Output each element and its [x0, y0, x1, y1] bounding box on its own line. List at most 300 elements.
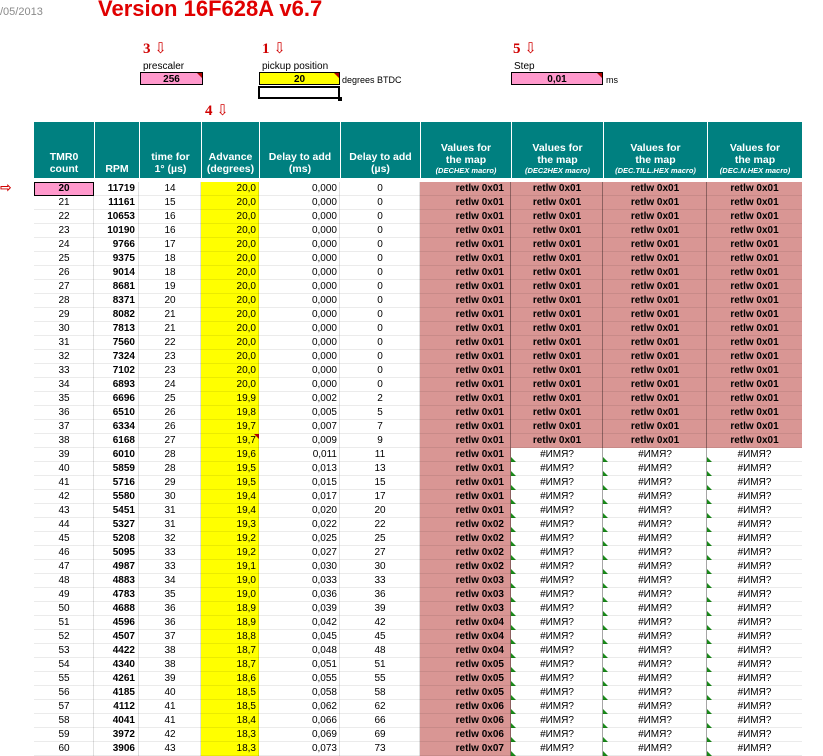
cell-map-decnhex[interactable]: #ИМЯ?	[737, 519, 772, 530]
cell-delay-ms[interactable]: 0,000	[311, 197, 337, 208]
pickup-input[interactable]	[259, 72, 340, 85]
cell-delay-us[interactable]: 51	[374, 659, 386, 670]
cell-time-per-degree[interactable]: 29	[164, 477, 176, 488]
cell-advance[interactable]: 18,9	[201, 616, 259, 630]
cell-delay-us[interactable]: 0	[377, 197, 383, 208]
cell-map-decnhex[interactable]: retlw 0x01	[707, 434, 802, 448]
cell-tmr0-count[interactable]: 54	[58, 659, 70, 670]
selected-cell[interactable]	[258, 86, 340, 99]
cell-map-dectillhex[interactable]: #ИМЯ?	[638, 519, 672, 530]
cell-time-per-degree[interactable]: 16	[164, 211, 176, 222]
cell-time-per-degree[interactable]: 16	[164, 225, 176, 236]
cell-map-dectillhex[interactable]: #ИМЯ?	[638, 449, 672, 460]
cell-map-dechex[interactable]: retlw 0x01	[420, 252, 511, 266]
cell-rpm[interactable]: 7102	[112, 365, 135, 376]
cell-map-dectillhex[interactable]: retlw 0x01	[603, 406, 707, 420]
cell-map-dectillhex[interactable]: #ИМЯ?	[638, 645, 672, 656]
cell-map-dec2hex[interactable]: #ИМЯ?	[540, 533, 574, 544]
cell-delay-ms[interactable]: 0,048	[311, 645, 337, 656]
cell-map-dechex[interactable]: retlw 0x02	[420, 546, 511, 560]
cell-delay-us[interactable]: 0	[377, 351, 383, 362]
cell-rpm[interactable]: 5716	[112, 477, 135, 488]
cell-delay-ms[interactable]: 0,062	[311, 701, 337, 712]
cell-advance[interactable]: 20,0	[201, 308, 259, 322]
cell-map-dec2hex[interactable]: #ИМЯ?	[540, 477, 574, 488]
cell-rpm[interactable]: 4112	[113, 701, 135, 712]
cell-map-dec2hex[interactable]: retlw 0x01	[511, 252, 603, 266]
cell-advance[interactable]: 19,4	[201, 504, 259, 518]
cell-tmr0-count[interactable]: 45	[58, 533, 70, 544]
cell-map-dectillhex[interactable]: retlw 0x01	[603, 378, 707, 392]
cell-map-dechex[interactable]: retlw 0x01	[420, 308, 511, 322]
cell-time-per-degree[interactable]: 41	[164, 715, 176, 726]
cell-map-dectillhex[interactable]: retlw 0x01	[603, 196, 707, 210]
cell-map-decnhex[interactable]: #ИМЯ?	[737, 561, 772, 572]
cell-delay-ms[interactable]: 0,000	[311, 239, 337, 250]
cell-tmr0-count[interactable]: 53	[58, 645, 70, 656]
cell-map-dec2hex[interactable]: #ИМЯ?	[540, 729, 574, 740]
cell-advance[interactable]: 19,9	[201, 392, 259, 406]
cell-map-dec2hex[interactable]: #ИМЯ?	[540, 505, 574, 516]
cell-delay-us[interactable]: 0	[377, 309, 383, 320]
cell-map-dechex[interactable]: retlw 0x03	[420, 574, 511, 588]
cell-delay-ms[interactable]: 0,051	[311, 659, 337, 670]
cell-advance[interactable]: 20,0	[201, 378, 259, 392]
cell-rpm[interactable]: 4041	[112, 715, 135, 726]
cell-delay-us[interactable]: 33	[374, 575, 386, 586]
cell-delay-us[interactable]: 0	[377, 379, 383, 390]
cell-time-per-degree[interactable]: 21	[164, 309, 176, 320]
cell-time-per-degree[interactable]: 35	[164, 589, 176, 600]
cell-delay-ms[interactable]: 0,000	[311, 211, 337, 222]
cell-tmr0-count[interactable]: 48	[58, 575, 70, 586]
cell-map-decnhex[interactable]: retlw 0x01	[707, 336, 802, 350]
cell-tmr0-count[interactable]: 22	[58, 211, 70, 222]
cell-rpm[interactable]: 8082	[112, 309, 135, 320]
cell-map-dechex[interactable]: retlw 0x01	[420, 420, 511, 434]
cell-map-dechex[interactable]: retlw 0x03	[420, 602, 511, 616]
cell-delay-ms[interactable]: 0,000	[311, 309, 337, 320]
cell-map-dec2hex[interactable]: #ИМЯ?	[540, 645, 574, 656]
cell-delay-us[interactable]: 30	[374, 561, 386, 572]
cell-time-per-degree[interactable]: 36	[164, 603, 176, 614]
cell-map-decnhex[interactable]: #ИМЯ?	[737, 673, 772, 684]
cell-map-dec2hex[interactable]: #ИМЯ?	[540, 589, 574, 600]
cell-time-per-degree[interactable]: 17	[164, 239, 176, 250]
cell-map-decnhex[interactable]: retlw 0x01	[707, 196, 802, 210]
cell-map-dec2hex[interactable]: #ИМЯ?	[540, 547, 574, 558]
cell-map-dechex[interactable]: retlw 0x01	[420, 224, 511, 238]
cell-tmr0-count[interactable]: 41	[58, 477, 70, 488]
cell-advance[interactable]: 18,8	[201, 630, 259, 644]
cell-delay-us[interactable]: 0	[377, 365, 383, 376]
cell-delay-us[interactable]: 25	[374, 533, 386, 544]
cell-map-dechex[interactable]: retlw 0x01	[420, 336, 511, 350]
cell-map-dechex[interactable]: retlw 0x02	[420, 518, 511, 532]
cell-map-dec2hex[interactable]: retlw 0x01	[511, 308, 603, 322]
cell-tmr0-count[interactable]: 35	[58, 393, 70, 404]
cell-tmr0-count[interactable]: 39	[58, 449, 70, 460]
cell-delay-ms[interactable]: 0,009	[311, 435, 337, 446]
cell-delay-us[interactable]: 20	[374, 505, 386, 516]
cell-time-per-degree[interactable]: 36	[164, 617, 176, 628]
cell-rpm[interactable]: 4340	[112, 659, 135, 670]
cell-advance[interactable]: 20,0	[201, 322, 259, 336]
cell-delay-ms[interactable]: 0,000	[311, 351, 337, 362]
cell-rpm[interactable]: 4688	[112, 603, 135, 614]
cell-map-dec2hex[interactable]: retlw 0x01	[511, 266, 603, 280]
cell-time-per-degree[interactable]: 32	[164, 533, 176, 544]
cell-map-dechex[interactable]: retlw 0x04	[420, 644, 511, 658]
cell-delay-ms[interactable]: 0,002	[311, 393, 337, 404]
cell-advance[interactable]: 18,3	[201, 742, 259, 756]
cell-tmr0-count[interactable]: 36	[58, 407, 70, 418]
cell-advance[interactable]: 20,0	[201, 266, 259, 280]
cell-map-dec2hex[interactable]: #ИМЯ?	[540, 603, 574, 614]
cell-rpm[interactable]: 4596	[112, 617, 135, 628]
cell-time-per-degree[interactable]: 14	[164, 183, 176, 194]
cell-delay-ms[interactable]: 0,000	[311, 337, 337, 348]
cell-rpm[interactable]: 7324	[112, 351, 135, 362]
cell-rpm[interactable]: 3972	[112, 729, 135, 740]
cell-map-dectillhex[interactable]: #ИМЯ?	[638, 729, 672, 740]
cell-map-dechex[interactable]: retlw 0x06	[420, 714, 511, 728]
cell-delay-us[interactable]: 48	[374, 645, 386, 656]
cell-map-decnhex[interactable]: #ИМЯ?	[737, 449, 772, 460]
cell-map-dec2hex[interactable]: #ИМЯ?	[540, 617, 574, 628]
cell-delay-us[interactable]: 11	[374, 449, 386, 460]
cell-map-dectillhex[interactable]: retlw 0x01	[603, 420, 707, 434]
cell-map-dec2hex[interactable]: retlw 0x01	[511, 196, 603, 210]
cell-time-per-degree[interactable]: 39	[164, 673, 176, 684]
cell-delay-ms[interactable]: 0,013	[311, 463, 337, 474]
cell-time-per-degree[interactable]: 34	[164, 575, 176, 586]
cell-map-dectillhex[interactable]: #ИМЯ?	[638, 533, 672, 544]
cell-time-per-degree[interactable]: 28	[164, 449, 176, 460]
cell-map-decnhex[interactable]: retlw 0x01	[707, 420, 802, 434]
cell-map-dectillhex[interactable]: retlw 0x01	[603, 336, 707, 350]
cell-map-dectillhex[interactable]: retlw 0x01	[603, 210, 707, 224]
cell-time-per-degree[interactable]: 25	[164, 393, 176, 404]
cell-advance[interactable]: 18,5	[201, 686, 259, 700]
cell-map-dechex[interactable]: retlw 0x01	[420, 196, 511, 210]
cell-rpm[interactable]: 9375	[112, 253, 135, 264]
cell-delay-ms[interactable]: 0,000	[311, 225, 337, 236]
cell-map-dec2hex[interactable]: retlw 0x01	[511, 224, 603, 238]
cell-map-dectillhex[interactable]: #ИМЯ?	[638, 463, 672, 474]
cell-map-decnhex[interactable]: retlw 0x01	[707, 308, 802, 322]
cell-map-dectillhex[interactable]: retlw 0x01	[603, 266, 707, 280]
cell-time-per-degree[interactable]: 18	[164, 253, 176, 264]
cell-map-decnhex[interactable]: retlw 0x01	[707, 252, 802, 266]
cell-delay-us[interactable]: 0	[377, 239, 383, 250]
cell-delay-ms[interactable]: 0,030	[311, 561, 337, 572]
cell-time-per-degree[interactable]: 18	[164, 267, 176, 278]
cell-advance[interactable]: 18,7	[201, 644, 259, 658]
cell-advance[interactable]: 20,0	[201, 182, 259, 196]
cell-rpm[interactable]: 11161	[108, 197, 135, 208]
cell-map-decnhex[interactable]: #ИМЯ?	[737, 631, 772, 642]
cell-map-dechex[interactable]: retlw 0x02	[420, 560, 511, 574]
cell-map-decnhex[interactable]: retlw 0x01	[707, 266, 802, 280]
cell-advance[interactable]: 19,7	[201, 434, 259, 448]
cell-advance[interactable]: 19,0	[201, 574, 259, 588]
cell-map-dec2hex[interactable]: retlw 0x01	[511, 364, 603, 378]
cell-time-per-degree[interactable]: 41	[164, 701, 176, 712]
cell-rpm[interactable]: 5580	[112, 491, 135, 502]
cell-map-decnhex[interactable]: #ИМЯ?	[737, 477, 772, 488]
step-input[interactable]	[511, 72, 603, 85]
cell-tmr0-count[interactable]: 44	[58, 519, 70, 530]
cell-delay-us[interactable]: 39	[374, 603, 386, 614]
cell-map-dechex[interactable]: retlw 0x01	[420, 462, 511, 476]
cell-map-dectillhex[interactable]: retlw 0x01	[603, 350, 707, 364]
cell-map-dechex[interactable]: retlw 0x01	[420, 434, 511, 448]
cell-map-dec2hex[interactable]: #ИМЯ?	[540, 659, 574, 670]
cell-delay-ms[interactable]: 0,000	[311, 183, 337, 194]
cell-map-dec2hex[interactable]: retlw 0x01	[511, 182, 603, 196]
cell-tmr0-count[interactable]: 51	[58, 617, 70, 628]
cell-delay-us[interactable]: 36	[374, 589, 386, 600]
cell-advance[interactable]: 19,4	[201, 490, 259, 504]
cell-map-dechex[interactable]: retlw 0x01	[420, 182, 511, 196]
cell-map-dec2hex[interactable]: retlw 0x01	[511, 280, 603, 294]
cell-tmr0-count[interactable]: 33	[58, 365, 70, 376]
cell-rpm[interactable]: 4185	[112, 687, 135, 698]
cell-map-decnhex[interactable]: #ИМЯ?	[737, 603, 772, 614]
cell-delay-ms[interactable]: 0,000	[311, 379, 337, 390]
cell-rpm[interactable]: 6168	[112, 435, 135, 446]
cell-map-dectillhex[interactable]: retlw 0x01	[603, 392, 707, 406]
cell-rpm[interactable]: 4783	[112, 589, 135, 600]
cell-delay-us[interactable]: 0	[377, 323, 383, 334]
cell-delay-ms[interactable]: 0,058	[311, 687, 337, 698]
cell-tmr0-count[interactable]: 40	[58, 463, 70, 474]
cell-tmr0-count[interactable]: 57	[58, 701, 70, 712]
cell-advance[interactable]: 19,6	[201, 448, 259, 462]
cell-map-dec2hex[interactable]: #ИМЯ?	[540, 491, 574, 502]
cell-delay-us[interactable]: 0	[377, 211, 383, 222]
cell-advance[interactable]: 20,0	[201, 364, 259, 378]
cell-delay-ms[interactable]: 0,000	[311, 365, 337, 376]
cell-advance[interactable]: 20,0	[201, 210, 259, 224]
cell-map-dec2hex[interactable]: retlw 0x01	[511, 434, 603, 448]
cell-map-dechex[interactable]: retlw 0x01	[420, 238, 511, 252]
cell-map-dec2hex[interactable]: #ИМЯ?	[540, 575, 574, 586]
cell-delay-ms[interactable]: 0,025	[311, 533, 337, 544]
cell-tmr0-count[interactable]: 20	[34, 182, 94, 196]
cell-advance[interactable]: 20,0	[201, 238, 259, 252]
cell-map-dectillhex[interactable]: retlw 0x01	[603, 294, 707, 308]
cell-tmr0-count[interactable]: 50	[58, 603, 70, 614]
cell-tmr0-count[interactable]: 21	[58, 197, 70, 208]
cell-map-dechex[interactable]: retlw 0x01	[420, 476, 511, 490]
cell-map-dechex[interactable]: retlw 0x01	[420, 266, 511, 280]
cell-map-dectillhex[interactable]: retlw 0x01	[603, 322, 707, 336]
cell-tmr0-count[interactable]: 26	[58, 267, 70, 278]
cell-time-per-degree[interactable]: 37	[164, 631, 176, 642]
cell-tmr0-count[interactable]: 47	[58, 561, 70, 572]
cell-map-dechex[interactable]: retlw 0x01	[420, 504, 511, 518]
cell-time-per-degree[interactable]: 31	[164, 519, 176, 530]
cell-tmr0-count[interactable]: 52	[58, 631, 70, 642]
cell-map-dechex[interactable]: retlw 0x01	[420, 210, 511, 224]
cell-map-dec2hex[interactable]: retlw 0x01	[511, 294, 603, 308]
cell-map-decnhex[interactable]: retlw 0x01	[707, 280, 802, 294]
cell-map-dectillhex[interactable]: #ИМЯ?	[638, 687, 672, 698]
cell-map-decnhex[interactable]: retlw 0x01	[707, 224, 802, 238]
cell-delay-us[interactable]: 0	[377, 225, 383, 236]
cell-delay-ms[interactable]: 0,000	[311, 267, 337, 278]
cell-map-dec2hex[interactable]: retlw 0x01	[511, 350, 603, 364]
cell-tmr0-count[interactable]: 32	[58, 351, 70, 362]
cell-time-per-degree[interactable]: 23	[164, 365, 176, 376]
cell-tmr0-count[interactable]: 27	[58, 281, 70, 292]
cell-map-decnhex[interactable]: retlw 0x01	[707, 406, 802, 420]
cell-delay-ms[interactable]: 0,069	[311, 729, 337, 740]
cell-map-dechex[interactable]: retlw 0x04	[420, 630, 511, 644]
cell-map-dec2hex[interactable]: #ИМЯ?	[540, 449, 574, 460]
cell-map-dec2hex[interactable]: #ИМЯ?	[540, 701, 574, 712]
cell-map-dectillhex[interactable]: #ИМЯ?	[638, 631, 672, 642]
cell-rpm[interactable]: 6010	[112, 449, 135, 460]
cell-time-per-degree[interactable]: 38	[164, 659, 176, 670]
cell-rpm[interactable]: 5208	[112, 533, 135, 544]
cell-map-dec2hex[interactable]: retlw 0x01	[511, 210, 603, 224]
cell-map-dec2hex[interactable]: retlw 0x01	[511, 238, 603, 252]
cell-map-dechex[interactable]: retlw 0x06	[420, 728, 511, 742]
cell-map-decnhex[interactable]: #ИМЯ?	[737, 743, 772, 754]
cell-map-dechex[interactable]: retlw 0x05	[420, 658, 511, 672]
cell-tmr0-count[interactable]: 43	[58, 505, 70, 516]
cell-delay-ms[interactable]: 0,027	[311, 547, 337, 558]
cell-time-per-degree[interactable]: 21	[164, 323, 176, 334]
cell-rpm[interactable]: 6510	[112, 407, 135, 418]
cell-time-per-degree[interactable]: 22	[164, 337, 176, 348]
cell-tmr0-count[interactable]: 55	[58, 673, 70, 684]
cell-advance[interactable]: 20,0	[201, 224, 259, 238]
cell-delay-ms[interactable]: 0,000	[311, 281, 337, 292]
cell-tmr0-count[interactable]: 46	[58, 547, 70, 558]
cell-map-decnhex[interactable]: retlw 0x01	[707, 294, 802, 308]
cell-advance[interactable]: 18,5	[201, 700, 259, 714]
cell-map-dectillhex[interactable]: #ИМЯ?	[638, 617, 672, 628]
cell-map-decnhex[interactable]: retlw 0x01	[707, 378, 802, 392]
cell-delay-us[interactable]: 15	[374, 477, 386, 488]
cell-rpm[interactable]: 11719	[107, 183, 135, 194]
cell-advance[interactable]: 19,5	[201, 462, 259, 476]
cell-rpm[interactable]: 4883	[112, 575, 135, 586]
cell-map-dectillhex[interactable]: #ИМЯ?	[638, 701, 672, 712]
cell-tmr0-count[interactable]: 49	[58, 589, 70, 600]
cell-rpm[interactable]: 5095	[112, 547, 135, 558]
cell-map-decnhex[interactable]: #ИМЯ?	[737, 617, 772, 628]
cell-map-dectillhex[interactable]: #ИМЯ?	[638, 505, 672, 516]
cell-time-per-degree[interactable]: 33	[164, 547, 176, 558]
prescaler-input[interactable]	[140, 72, 203, 85]
cell-delay-us[interactable]: 17	[374, 491, 386, 502]
cell-map-dechex[interactable]: retlw 0x01	[420, 364, 511, 378]
cell-map-decnhex[interactable]: retlw 0x01	[707, 210, 802, 224]
cell-map-decnhex[interactable]: retlw 0x01	[707, 182, 802, 196]
cell-advance[interactable]: 19,0	[201, 588, 259, 602]
cell-tmr0-count[interactable]: 24	[58, 239, 70, 250]
cell-rpm[interactable]: 6334	[112, 421, 135, 432]
cell-advance[interactable]: 18,7	[201, 658, 259, 672]
cell-time-per-degree[interactable]: 28	[164, 463, 176, 474]
cell-delay-us[interactable]: 0	[377, 281, 383, 292]
cell-rpm[interactable]: 8371	[112, 295, 135, 306]
cell-delay-us[interactable]: 22	[374, 519, 386, 530]
cell-time-per-degree[interactable]: 26	[164, 407, 176, 418]
cell-delay-ms[interactable]: 0,000	[311, 295, 337, 306]
cell-time-per-degree[interactable]: 19	[164, 281, 176, 292]
cell-map-decnhex[interactable]: #ИМЯ?	[737, 533, 772, 544]
cell-rpm[interactable]: 9766	[112, 239, 135, 250]
cell-advance[interactable]: 19,2	[201, 546, 259, 560]
cell-map-dectillhex[interactable]: retlw 0x01	[603, 434, 707, 448]
cell-rpm[interactable]: 7560	[112, 337, 135, 348]
cell-advance[interactable]: 20,0	[201, 350, 259, 364]
cell-map-dectillhex[interactable]: #ИМЯ?	[638, 589, 672, 600]
cell-map-dec2hex[interactable]: #ИМЯ?	[540, 631, 574, 642]
cell-map-dectillhex[interactable]: retlw 0x01	[603, 280, 707, 294]
cell-map-dechex[interactable]: retlw 0x01	[420, 294, 511, 308]
cell-advance[interactable]: 19,5	[201, 476, 259, 490]
cell-map-decnhex[interactable]: #ИМЯ?	[737, 575, 772, 586]
cell-advance[interactable]: 20,0	[201, 252, 259, 266]
cell-map-dec2hex[interactable]: retlw 0x01	[511, 322, 603, 336]
cell-delay-ms[interactable]: 0,020	[311, 505, 337, 516]
cell-map-dectillhex[interactable]: retlw 0x01	[603, 238, 707, 252]
cell-map-dechex[interactable]: retlw 0x01	[420, 322, 511, 336]
cell-map-decnhex[interactable]: #ИМЯ?	[737, 491, 772, 502]
cell-rpm[interactable]: 4422	[112, 645, 135, 656]
cell-map-decnhex[interactable]: #ИМЯ?	[737, 687, 772, 698]
cell-advance[interactable]: 18,6	[201, 672, 259, 686]
cell-rpm[interactable]: 10653	[107, 211, 135, 222]
cell-map-dec2hex[interactable]: #ИМЯ?	[540, 519, 574, 530]
cell-delay-us[interactable]: 5	[377, 407, 383, 418]
cell-advance[interactable]: 18,4	[201, 714, 259, 728]
cell-map-decnhex[interactable]: #ИМЯ?	[737, 589, 772, 600]
cell-map-decnhex[interactable]: #ИМЯ?	[737, 659, 772, 670]
cell-map-dec2hex[interactable]: #ИМЯ?	[540, 687, 574, 698]
cell-map-dechex[interactable]: retlw 0x02	[420, 532, 511, 546]
cell-map-dectillhex[interactable]: #ИМЯ?	[638, 547, 672, 558]
cell-map-dectillhex[interactable]: retlw 0x01	[603, 224, 707, 238]
cell-delay-us[interactable]: 13	[374, 463, 386, 474]
cell-advance[interactable]: 19,3	[201, 518, 259, 532]
cell-map-dechex[interactable]: retlw 0x03	[420, 588, 511, 602]
cell-rpm[interactable]: 5327	[112, 519, 135, 530]
cell-time-per-degree[interactable]: 30	[164, 491, 176, 502]
cell-map-decnhex[interactable]: retlw 0x01	[707, 350, 802, 364]
cell-tmr0-count[interactable]: 56	[58, 687, 70, 698]
cell-map-dectillhex[interactable]: retlw 0x01	[603, 252, 707, 266]
cell-time-per-degree[interactable]: 15	[164, 197, 176, 208]
cell-map-dectillhex[interactable]: retlw 0x01	[603, 182, 707, 196]
cell-rpm[interactable]: 8681	[112, 281, 135, 292]
cell-delay-us[interactable]: 62	[374, 701, 386, 712]
cell-map-dectillhex[interactable]: #ИМЯ?	[638, 673, 672, 684]
cell-delay-us[interactable]: 66	[374, 715, 386, 726]
cell-time-per-degree[interactable]: 42	[164, 729, 176, 740]
cell-rpm[interactable]: 5859	[112, 463, 135, 474]
cell-map-dectillhex[interactable]: #ИМЯ?	[638, 575, 672, 586]
cell-rpm[interactable]: 5451	[112, 505, 135, 516]
cell-delay-us[interactable]: 2	[377, 393, 383, 404]
